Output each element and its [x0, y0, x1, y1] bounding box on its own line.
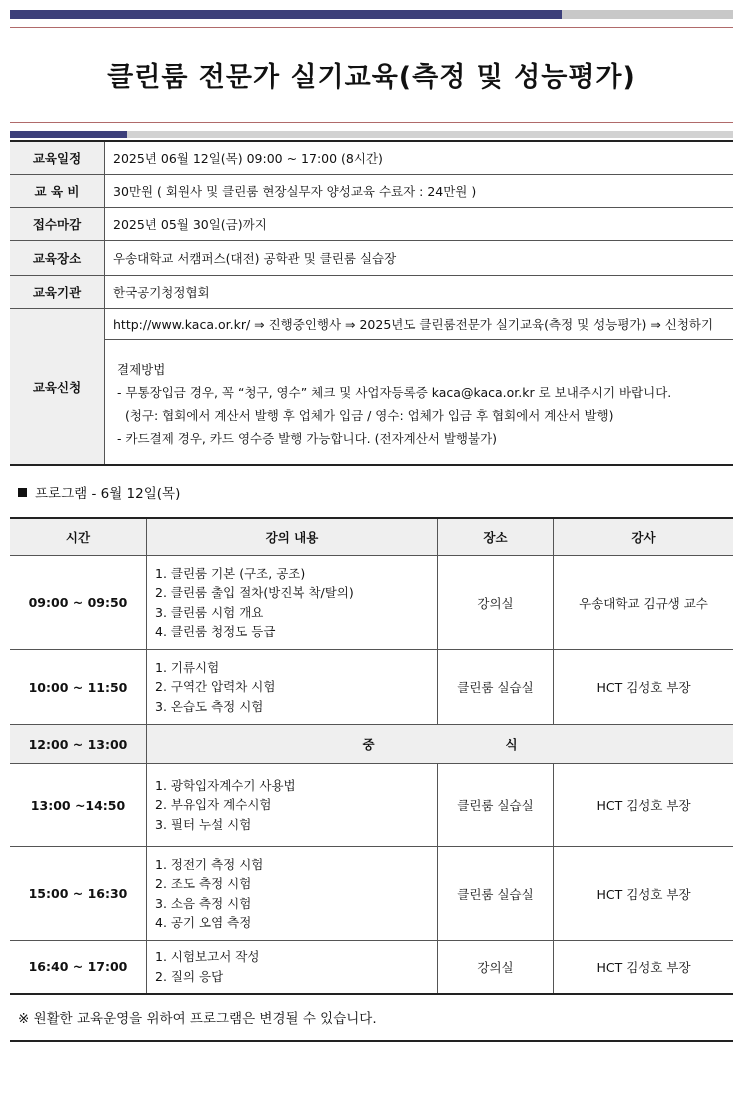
info-row-schedule [10, 141, 733, 175]
table-row [10, 764, 733, 847]
place-value: 우송대학교 서캠퍼스(대전) 공학관 및 클린룸 실습장 [105, 241, 734, 276]
lunch-label [147, 725, 734, 764]
content-item: 2. 조도 측정 시험 [155, 876, 252, 891]
schedule-label: 교육일정 [10, 141, 105, 175]
row-instructor: HCT 김성호 부장 [554, 941, 734, 994]
header-time: 시간 [10, 518, 147, 556]
row-instructor: HCT 김성호 부장 [554, 847, 734, 941]
apply-label: 교육신청 [10, 309, 105, 466]
info-table [10, 140, 733, 466]
top-divider [10, 27, 733, 28]
content-item: 1. 시험보고서 작성 [155, 949, 260, 965]
content-item: 1. 광학입자계수기 사용법 [155, 777, 296, 793]
lunch-text: 중 [362, 737, 375, 752]
bottom-divider [10, 1040, 733, 1042]
content-item: 3. 클린룸 시험 개요 [155, 604, 264, 620]
program-header-row [10, 518, 733, 556]
program-heading [18, 482, 180, 502]
info-header-bar [10, 131, 733, 138]
page-title: 클린룸 전문가 실기교육(측정 및 성능평가) [107, 62, 636, 93]
info-row-deadline [10, 208, 733, 241]
row-place: 클린룸 실습실 [438, 847, 554, 941]
header-instructor: 강사 [554, 518, 734, 556]
row-time: 15:00 ~ 16:30 [10, 847, 147, 941]
table-row [10, 556, 733, 650]
program-note: ※ 원활한 교육운영을 위하여 프로그램은 변경될 수 있습니다. [18, 1011, 377, 1027]
payment-line: - 카드결제 경우, 카드 영수증 발행 가능합니다. (전자계산서 발행불가) [117, 431, 498, 446]
row-time: 12:00 ~ 13:00 [10, 725, 147, 764]
header-place: 장소 [438, 518, 554, 556]
info-row-fee [10, 175, 733, 208]
info-row-place [10, 241, 733, 276]
row-content [147, 650, 438, 725]
place-label: 교육장소 [10, 241, 105, 276]
row-place: 강의실 [438, 556, 554, 650]
org-value: 한국공기청정협회 [105, 276, 734, 309]
content-item: 2. 부유입자 계수시험 [155, 797, 272, 813]
row-instructor: HCT 김성호 부장 [554, 764, 734, 847]
payment-title: 결제방법 [117, 362, 166, 377]
square-bullet-icon [18, 488, 27, 497]
payment-info [105, 340, 733, 464]
row-time: 16:40 ~ 17:00 [10, 941, 147, 994]
row-time: 09:00 ~ 09:50 [10, 556, 147, 650]
program-table [10, 517, 733, 995]
header-content: 강의 내용 [147, 518, 438, 556]
row-content [147, 764, 438, 847]
fee-value: 30만원 ( 회원사 및 클린룸 현장실무자 양성교육 수료자 : 24만원 ) [105, 175, 734, 208]
title-divider [10, 122, 733, 123]
row-content [147, 847, 438, 941]
info-row-org [10, 276, 733, 309]
content-item: 2. 구역간 압력차 시험 [155, 679, 276, 695]
top-decorative-bar [10, 10, 733, 19]
row-place: 강의실 [438, 941, 554, 994]
table-row [10, 650, 733, 725]
row-place: 클린룸 실습실 [438, 650, 554, 725]
row-instructor: HCT 김성호 부장 [554, 650, 734, 725]
top-bar-accent [10, 10, 562, 19]
apply-url[interactable]: http://www.kaca.or.kr/ ⇒ 진행중인행사 ⇒ 2025년도 클린룸전문가 실기교육(측정 및 성능평가) ⇒ 신청하기 [105, 309, 733, 340]
content-item: 1. 클린룸 기본 (구조, 공조) [155, 565, 306, 581]
info-header-accent [10, 131, 127, 138]
content-item: 4. 클린룸 청정도 등급 [155, 624, 276, 639]
schedule-value: 2025년 06월 12일(목) 09:00 ~ 17:00 (8시간) [105, 141, 734, 175]
fee-label: 교 육 비 [10, 175, 105, 208]
row-time: 10:00 ~ 11:50 [10, 650, 147, 725]
content-item: 3. 소음 측정 시험 [155, 895, 252, 911]
row-time: 13:00 ~14:50 [10, 764, 147, 847]
table-row [10, 941, 733, 994]
content-item: 2. 클린룸 출입 절차(방진복 착/탈의) [155, 585, 354, 600]
content-item: 2. 질의 응답 [155, 968, 224, 984]
lunch-text: 식 [505, 737, 518, 752]
row-instructor: 우송대학교 김규생 교수 [554, 556, 734, 650]
content-item: 1. 기류시험 [155, 659, 220, 675]
row-content [147, 941, 438, 994]
lunch-row [10, 725, 733, 764]
table-row [10, 847, 733, 941]
content-item: 4. 공기 오염 측정 [155, 915, 252, 930]
deadline-value: 2025년 05월 30일(금)까지 [105, 208, 734, 241]
payment-line: (청구: 협회에서 계산서 발행 후 업체가 입금 / 영수: 업체가 입금 후 협회에서 계산서 발행) [117, 408, 614, 423]
payment-line: - 무통장입금 경우, 꼭 “청구, 영수” 체크 및 사업자등록증 kaca@kaca.or.kr 로 보내주시기 바랍니다. [117, 385, 672, 400]
program-heading-text: 프로그램 - 6월 12일(목) [35, 486, 181, 502]
row-place: 클린룸 실습실 [438, 764, 554, 847]
deadline-label: 접수마감 [10, 208, 105, 241]
row-content [147, 556, 438, 650]
info-row-apply [10, 309, 733, 466]
org-label: 교육기관 [10, 276, 105, 309]
content-item: 3. 온습도 측정 시험 [155, 698, 264, 714]
content-item: 3. 필터 누설 시험 [155, 816, 252, 832]
content-item: 1. 정전기 측정 시험 [155, 856, 264, 872]
